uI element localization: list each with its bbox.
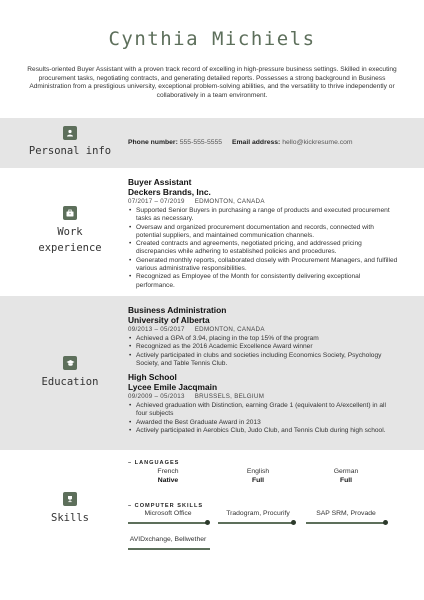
job-dates: 07/2017 – 07/2019 (128, 198, 185, 205)
job-title: Buyer Assistant (128, 177, 192, 187)
education-bullets (128, 402, 398, 435)
education-dates: 09/2009 – 05/2013 (128, 393, 185, 400)
skill-bar (128, 522, 208, 524)
language-level: Native (157, 477, 179, 484)
job-meta (128, 198, 398, 206)
job-company: Deckers Brands, Inc. (128, 186, 211, 197)
education-entry-1 (128, 306, 398, 368)
education-bullets (128, 335, 398, 368)
list-item: • Achieved a GPA of 3.94, placing in the top 15% of the program (128, 335, 398, 343)
education-label: Education (41, 376, 99, 388)
skill-level-dot (291, 520, 296, 525)
candidate-name: Cynthia Michiels (108, 28, 316, 50)
skills-section (0, 450, 424, 600)
education-meta (128, 326, 398, 334)
person-icon (63, 126, 77, 140)
contact-line (128, 139, 398, 146)
education-entry-2 (128, 373, 398, 435)
phone-value: 555-555-5555 (179, 139, 223, 146)
language-level: Full (251, 477, 265, 484)
job-location: EDMONTON, CANADA (194, 198, 265, 205)
work-label-line1: Work (57, 226, 83, 238)
trophy-icon (63, 492, 77, 506)
phone-label: Phone number: (128, 139, 178, 146)
skill-name: Tradogram, Procurify (226, 510, 290, 517)
education-dates: 09/2013 – 05/2017 (128, 326, 185, 333)
degree-title: High School (128, 372, 177, 382)
education-location: EDMONTON, CANADA (194, 326, 265, 333)
education-location: BRUSSELS, BELGIUM (194, 393, 265, 400)
list-item: • Actively participated in Aerobics Club, Judo Club, and Tennis Club during high school. (128, 427, 398, 435)
work-label-line2: experience (38, 242, 102, 254)
school-name: Lycee Emile Jacqmain (128, 381, 218, 392)
language-item (306, 467, 386, 485)
education-meta (128, 393, 398, 401)
skill-bar (128, 548, 210, 550)
job-bullets (128, 207, 398, 290)
list-item: • Generated monthly reports, collaborated closely with Procurement Managers, and fulfilled various administrative responsibilities. (128, 257, 398, 274)
list-item: • Recognized as the 2016 Academic Excellence Award winner (128, 343, 398, 351)
skill-name: AVIDxchange, Bellwether (129, 536, 207, 543)
degree-title: Business Administration (128, 305, 227, 315)
skill-level-dot (205, 520, 210, 525)
skill-name: SAP SRM, Provade (316, 510, 376, 517)
work-experience-section (0, 168, 424, 296)
language-item (218, 467, 298, 485)
personal-info-section (0, 118, 424, 168)
language-level: Full (339, 477, 353, 484)
language-name: English (246, 468, 270, 475)
language-name: German (333, 468, 359, 475)
list-item: • Supported Senior Buyers in purchasing a range of products and executed procurement tasks as necessary. (128, 207, 398, 224)
education-section (0, 296, 424, 450)
email-label: Email address: (231, 139, 281, 146)
skills-label: Skills (51, 512, 89, 524)
list-item: • Awarded the Best Graduate Award in 2013 (128, 419, 398, 427)
email-value: hello@kickresume.com (282, 139, 353, 146)
list-item: • Created contracts and agreements, negotiated pricing, and addressed pricing discrepancies while adhering to established policies and procedures. (128, 240, 398, 257)
personal-info-label: Personal info (28, 145, 112, 157)
language-item (128, 467, 208, 485)
list-item: • Actively participated in clubs and societies including Economics Society, Psychology Society, and Table Tennis Club. (128, 352, 398, 369)
briefcase-icon (63, 206, 77, 220)
list-item: • Oversaw and organized procurement documentation and records, connected with potential suppliers, and maintained communication channels. (128, 224, 398, 241)
languages-heading: – LANGUAGES (128, 460, 180, 466)
list-item: • Recognized as Employee of the Month for consistently delivering exceptional performance. (128, 273, 398, 290)
school-name: University of Alberta (128, 314, 210, 325)
language-name: French (157, 468, 179, 475)
skill-level-dot (383, 520, 388, 525)
job-entry (128, 178, 398, 290)
summary-text: Results-oriented Buyer Assistant with a proven track record of excelling in high-pressure business settings. Skilled in executing procurement tasks, negotiating contracts, and generating detailed reports. Possesses a strong background in Business Administration from a prestigious university, exceptional problem-solving abilities, and the versatility to thrive independently or collaboratively in a team environment. (27, 66, 397, 99)
graduation-cap-icon (63, 356, 77, 370)
skill-bar (306, 522, 386, 524)
skill-name: Microsoft Office (144, 510, 192, 517)
skill-bar (218, 522, 294, 524)
computer-skills-heading: – COMPUTER SKILLS (128, 503, 204, 509)
list-item: • Achieved graduation with Distinction, earning Grade 1 (equivalent to A/excellent) in all four subjects (128, 402, 398, 419)
